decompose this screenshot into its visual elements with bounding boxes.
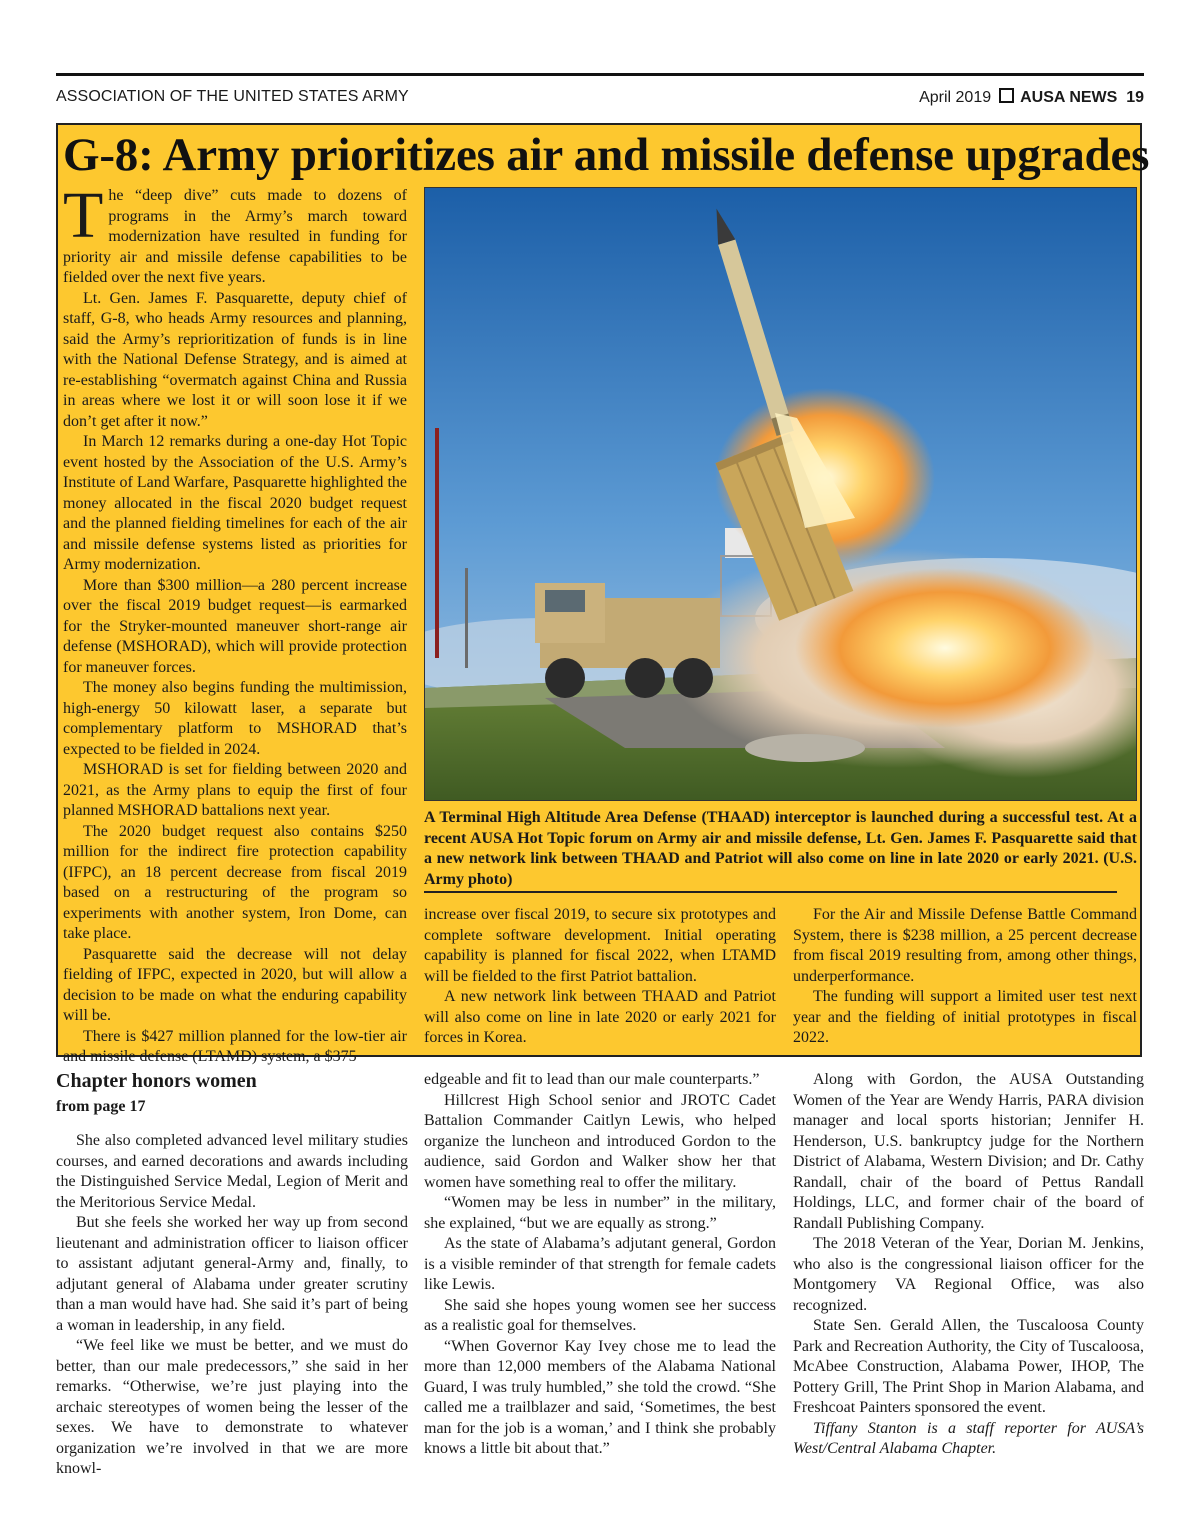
- story-paragraph: “Women may be less in number” in the military, she explained, “but we are equally as strong.”: [424, 1194, 776, 1232]
- story-paragraph: She said she hopes young women see her success as a realistic goal for themselves.: [424, 1296, 776, 1334]
- story-paragraph: “When Governor Kay Ivey chose me to lead the more than 12,000 members of the Alabama National Guard, I was truly humbled,” she told the crowd. “She called me a trailblazer and said, ‘Sometimes, the best man for the job is a woman,’ and I think she probably knows a little bit about that.”: [424, 1337, 776, 1457]
- page-header-info: [919, 88, 1144, 107]
- feature-paragraph: A new network link between THAAD and Patriot will also come on line in late 2020 or early 2021 for forces in Korea.: [424, 988, 776, 1046]
- feature-paragraph: The 2020 budget request also contains $250 million for the indirect fire protection capability (IFPC), an 18 percent decrease from fiscal 2019 based on a restructuring of the program so experiments with another system, Iron Dome, can take place.: [63, 822, 407, 942]
- feature-paragraph: There is $427 million planned for the low-tier air and missile defense (LTAMD) system, a $375: [63, 1027, 407, 1065]
- page-title: G-8: Army prioritizes air and missile defense upgrades: [63, 129, 1150, 181]
- feature-column-1: [63, 179, 407, 1068]
- feature-paragraph: More than $300 million—a 280 percent increase over the fiscal 2019 budget request—is earmarked for the Stryker-mounted maneuver short-range air defense (MSHORAD), which will provide protection for maneuver forces.: [63, 576, 407, 676]
- page-number: 19: [1126, 89, 1144, 106]
- header-rule: [56, 73, 1144, 76]
- square-bullet-icon: [999, 88, 1014, 103]
- feature-column-3: [793, 905, 1137, 1049]
- story-paragraph: She also completed advanced level military studies courses, and earned decorations and awards including the Distinguished Service Medal, Legion of Merit and the Meritorious Service Medal.: [56, 1132, 408, 1211]
- publisher-name: ASSOCIATION OF THE UNITED STATES ARMY: [56, 88, 409, 105]
- photo-caption: A Terminal High Altitude Area Defense (THAAD) interceptor is launched during a successful test. At a recent AUSA Hot Topic forum on Army air and missile defense, Lt. Gen. James F. Pasquarette said that a new network link between THAAD and Patriot will also come on line in late 2020 or early 2021. (U.S. Army photo): [424, 809, 1137, 888]
- feature-paragraph: For the Air and Missile Defense Battle Command System, there is $238 million, a 25 percent decrease from fiscal 2019 resulting from, among other things, underperformance.: [793, 906, 1137, 985]
- thaad-launch-photo: [424, 187, 1137, 801]
- feature-paragraph: increase over fiscal 2019, to secure six prototypes and complete software development. Initial operating capability is planned for fiscal 2022, when LTAMD will be fielded to the first Patriot battalion.: [424, 906, 776, 985]
- feature-paragraph: MSHORAD is set for fielding between 2020 and 2021, as the Army plans to equip the first of four planned MSHORAD battalions next year.: [63, 761, 407, 819]
- story-paragraph: “We feel like we must be better, and we must do better, than our male predecessors,” she said in her remarks. “Otherwise, we’re just playing into the archaic stereotypes of women being the lesser of the sexes. We have to demonstrate to whatever organization we’re involved in that we are more knowl-: [56, 1337, 408, 1477]
- story-byline: Tiffany Stanton is a staff reporter for AUSA’s West/Central Alabama Chapter.: [793, 1419, 1144, 1457]
- story-paragraph: Hillcrest High School senior and JROTC Cadet Battalion Commander Caitlyn Lewis, who helped organize the luncheon and introduced Gordon to the audience, said Gordon and Walker show her that women have something real to offer the military.: [424, 1091, 776, 1191]
- feature-paragraph: Pasquarette said the decrease will not delay fielding of IFPC, expected in 2020, but will allow a decision to be made on what the enduring capability will be.: [63, 945, 407, 1024]
- story-column-3: [793, 1070, 1144, 1460]
- feature-paragraph: Lt. Gen. James F. Pasquarette, deputy chief of staff, G-8, who heads Army resources and planning, said the Army’s reprioritization of funds is in line with the National Defense Strategy, and is aimed at re-establishing “overmatch against China and Russia in areas where we lost it or will soon lose it if we don’t get after it now.”: [63, 289, 407, 430]
- story-paragraph: State Sen. Gerald Allen, the Tuscaloosa County Park and Recreation Authority, the City of Tuscaloosa, McAbee Construction, Alabama Power, IHOP, The Pottery Grill, The Print Shop in Marion Alabama, and Freshcoat Painters sponsored the event.: [793, 1317, 1144, 1416]
- feature-paragraph: The “deep dive” cuts made to dozens of programs in the Army’s march toward modernization have resulted in funding for priority air and missile defense capabilities to be fielded over the next five years.: [63, 179, 407, 286]
- story-paragraph: The 2018 Veteran of the Year, Dorian M. Jenkins, who also is the congressional liaison officer for the Montgomery VA Regional Office, was also recognized.: [793, 1235, 1144, 1314]
- story-paragraph: As the state of Alabama’s adjutant general, Gordon is a visible reminder of that strength for female cadets like Lewis.: [424, 1235, 776, 1293]
- feature-column-2: [424, 905, 776, 1049]
- caption-rule: [424, 891, 1117, 893]
- story-title: Chapter honors women: [56, 1070, 257, 1092]
- story-paragraph: But she feels she worked her way up from second lieutenant and administration officer to liaison officer to assistant adjutant general-Army and, finally, to adjutant general of Alabama under greater scrutiny than a man would have had. She said it’s part of being a woman in leadership, in any field.: [56, 1214, 408, 1334]
- feature-paragraph: In March 12 remarks during a one-day Hot Topic event hosted by the Association of the U.S. Army’s Institute of Land Warfare, Pasquarette highlighted the money allocated in the fiscal 2020 budget request and the planned fielding timelines for each of the air and missile defense systems listed as priorities for Army modernization.: [63, 433, 407, 573]
- story-paragraph: edgeable and fit to lead than our male counterparts.”: [424, 1071, 760, 1088]
- story-jump-line: from page 17: [56, 1098, 146, 1115]
- feature-paragraph: The funding will support a limited user test next year and the fielding of initial prototypes in fiscal 2022.: [793, 988, 1137, 1046]
- story-column-2: [424, 1070, 776, 1460]
- drop-cap: T: [63, 179, 104, 252]
- publication-name: AUSA NEWS: [1020, 89, 1118, 106]
- photo-illustration: [425, 188, 1137, 801]
- issue-date: April 2019: [919, 89, 992, 106]
- story-paragraph: Along with Gordon, the AUSA Outstanding Women of the Year are Wendy Harris, PARA division manager and local sports historian; Jennifer H. Henderson, U.S. bankruptcy judge for the Northern District of Alabama, Western Division; and Dr. Cathy Randall, chair of the board of Pettus Randall Holdings, LLC, and former chair of the board of Randall Publishing Company.: [793, 1071, 1144, 1232]
- feature-paragraph: The money also begins funding the multimission, high-energy 50 kilowatt laser, a separate but complementary platform to MSHORAD that’s expected to be fielded in 2024.: [63, 679, 407, 758]
- story-column-1: [56, 1131, 408, 1480]
